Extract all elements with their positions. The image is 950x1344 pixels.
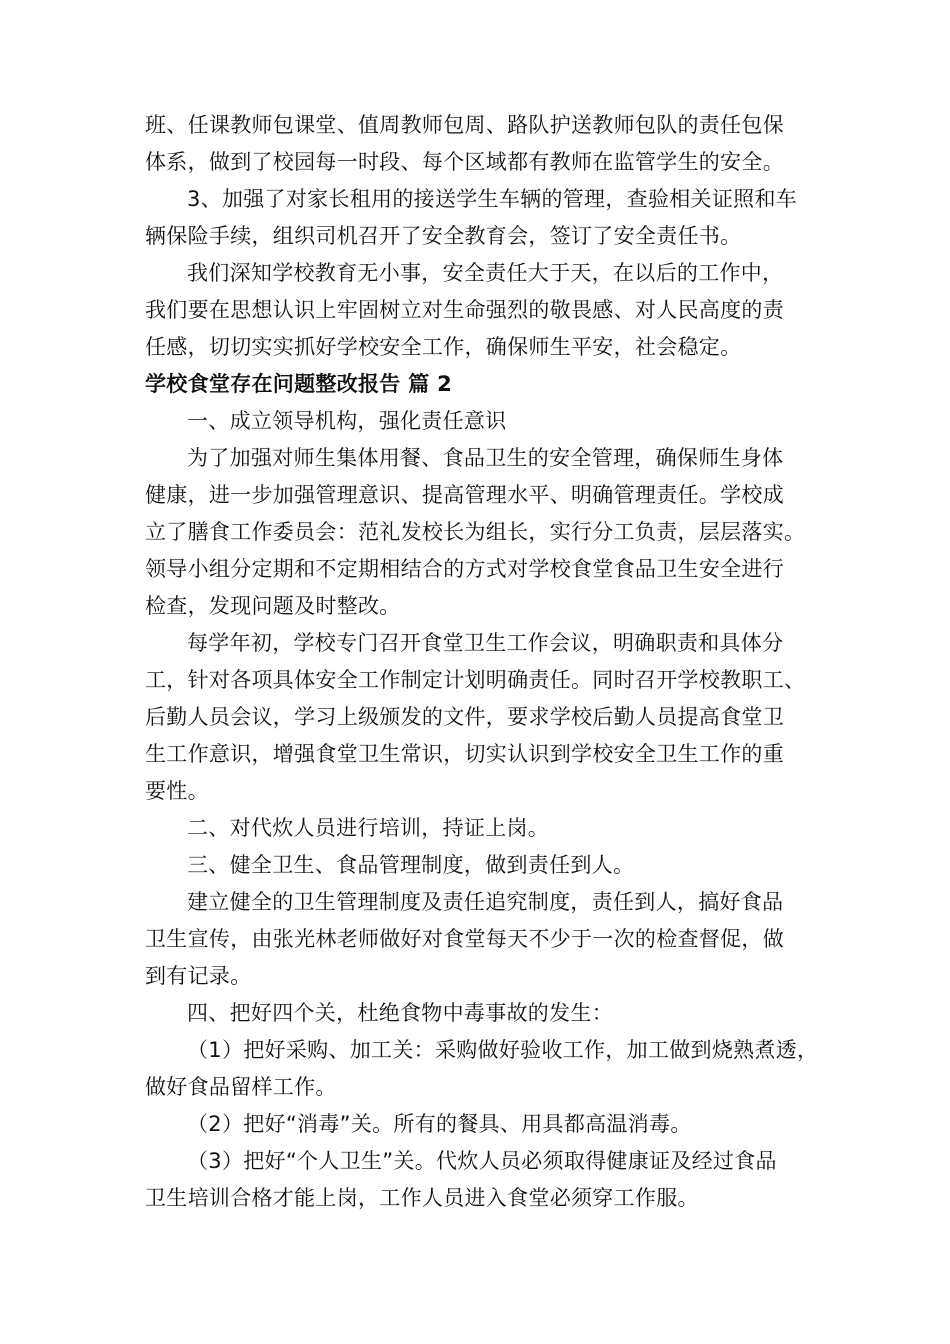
text-line: 健康，进一步加强管理意识、提高管理水平、明确管理责任。学校成 (145, 483, 784, 507)
text-line: 3、加强了对家长租用的接送学生车辆的管理，查验相关证照和车 (187, 187, 798, 211)
text-line: 辆保险手续，组织司机召开了安全教育会，签订了安全责任书。 (145, 224, 742, 248)
text-line: 做好食品留样工作。 (145, 1075, 337, 1099)
text-line: 为了加强对师生集体用餐、食品卫生的安全管理，确保师生身体 (187, 446, 784, 470)
text-line: 卫生宣传，由张光林老师做好对食堂每天不少于一次的检查督促，做 (145, 927, 784, 951)
text-line: （1）把好采购、加工关：采购做好验收工作，加工做到烧熟煮透， (187, 1038, 819, 1062)
text-line: 建立健全的卫生管理制度及责任追究制度，责任到人，搞好食品 (187, 890, 784, 914)
text-line: 我们要在思想认识上牢固树立对生命强烈的敬畏感、对人民高度的责 (145, 298, 784, 322)
text-line: 领导小组分定期和不定期相结合的方式对学校食堂食品卫生安全进行 (145, 557, 784, 581)
text-line: 工，针对各项具体安全工作制定计划明确责任。同时召开学校教职工、 (145, 668, 806, 692)
text-line: 班、任课教师包课堂、值周教师包周、路队护送教师包队的责任包保 (145, 113, 784, 137)
section-heading: 学校食堂存在问题整改报告 篇 2 (145, 372, 453, 396)
text-line: 三、健全卫生、食品管理制度，做到责任到人。 (187, 853, 635, 877)
text-line: 体系，做到了校园每一时段、每个区域都有教师在监管学生的安全。 (145, 150, 784, 174)
text-line: 一、成立领导机构，强化责任意识 (187, 409, 507, 433)
text-line: 任感，切切实实抓好学校安全工作，确保师生平安，社会稳定。 (145, 335, 742, 359)
text-line: 我们深知学校教育无小事，安全责任大于天，在以后的工作中， (187, 261, 784, 285)
text-line: 二、对代炊人员进行培训，持证上岗。 (187, 816, 550, 840)
text-line: 立了膳食工作委员会：范礼发校长为组长，实行分工负责，层层落实。 (145, 520, 806, 544)
document-page (145, 107, 825, 1217)
text-line: （3）把好“个人卫生”关。代炊人员必须取得健康证及经过食品 (187, 1149, 777, 1173)
text-line: 到有记录。 (145, 964, 252, 988)
text-line: 后勤人员会议，学习上级颁发的文件，要求学校后勤人员提高食堂卫 (145, 705, 784, 729)
text-line: （2）把好“消毒”关。所有的餐具、用具都高温消毒。 (187, 1112, 692, 1136)
text-line: 检查，发现问题及时整改。 (145, 594, 401, 618)
text-line: 生工作意识，增强食堂卫生常识，切实认识到学校安全卫生工作的重 (145, 742, 784, 766)
text-line: 卫生培训合格才能上岗，工作人员进入食堂必须穿工作服。 (145, 1186, 699, 1210)
text-line: 每学年初，学校专门召开食堂卫生工作会议，明确职责和具体分 (187, 631, 784, 655)
text-line: 要性。 (145, 779, 209, 803)
text-line: 四、把好四个关，杜绝食物中毒事故的发生： (187, 1001, 613, 1025)
